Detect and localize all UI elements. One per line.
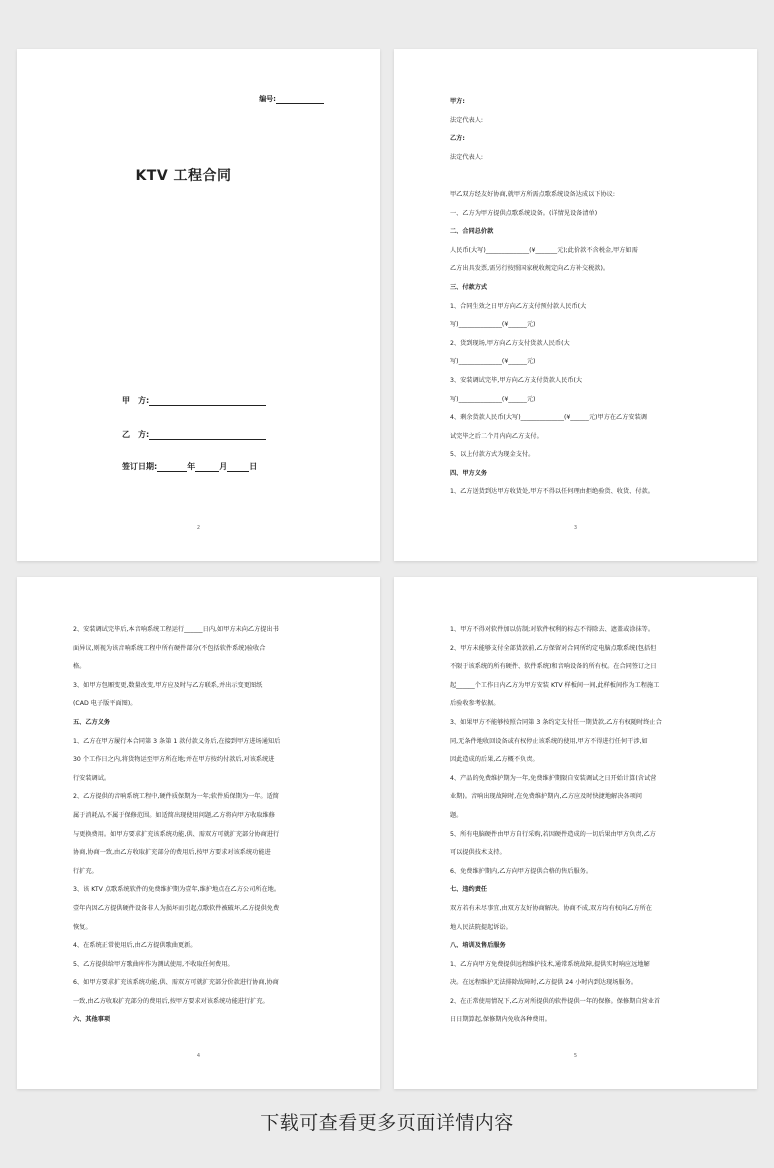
party-a-signature-line [122,395,266,406]
party-a-blank [149,398,266,406]
contract-title: KTV 工程合同 [135,168,232,184]
contract-number-blank [276,97,324,104]
text-line: 1、合同生效之日甲方向乙方支付预付款人民币(大 [450,302,587,310]
page-4 [17,577,380,1089]
text-line: 2、乙方提供的音响系统工程中,硬件质保期为一年;软件质保期为一年。适简 [73,793,279,801]
text-line: 2、甲方未能够支付全部货款前,乙方保留对合同所约定电脑点歌系统(包括但 [450,644,657,652]
text-line: 后验收参考依据。 [450,700,500,708]
text-line: 写)______________(¥______元) [450,358,536,366]
section-heading: 乙方: [450,135,465,143]
text-line: 6、如甲方要求扩充该系统功能,供、需双方可就扩充部分价款进行协商,协商 [73,979,279,987]
year-blank [157,464,187,472]
page-3 [394,49,757,561]
text-line: 壹年内因乙方提供硬件设备非人为损坏而引起点歌软件被破坏,乙方提供免费 [73,904,280,912]
text-line: 4、在系统正常使用后,由乙方提供歌曲更新。 [73,942,197,950]
sign-date-label: 签订日期: [122,462,158,471]
text-line: 1、甲方不得对软件加以仿制;对软件权利的标志不得除去、遮盖或涂抹等。 [450,626,655,633]
text-line: 题。 [450,811,463,819]
text-line: 5、所有电脑硬件由甲方自行采购,若因硬件造成的一切后果由甲方负责,乙方 [450,830,656,838]
text-line: 恢复。 [73,923,92,931]
text-line: 属于消耗品,不属于保修范围。如适简出现使用问题,乙方将向甲方收取维修 [73,811,275,819]
text-line: 5、乙方提供给甲方歌曲库作为测试使用,不收取任何费用。 [73,960,234,968]
text-line: 法定代表人: [450,116,484,124]
contract-number-label: 编号: [259,95,276,103]
text-line: 法定代表人: [450,153,484,161]
section-heading: 三、付款方式 [450,283,488,291]
text-line: 30 个工作日之内,将货物运至甲方所在地;并在甲方按约付款后,对该系统进 [73,756,275,764]
text-line: 1、乙方向甲方免费提供远程维护技术,通常系统故障,提供实时响应远地解 [450,960,650,968]
page-cover [17,49,380,561]
text-line: 2、货到现场,甲方向乙方支付货款人民币(大 [450,339,570,347]
section-heading: 甲方: [450,98,465,105]
text-line: 面异议,则视为该音响系统工程中所有硬件部分(不包括软件系统)验收合 [73,644,266,652]
section-heading: 五、乙方义务 [73,718,111,726]
text-line: 因此造成的后果,乙方概不负责。 [450,756,539,764]
party-b-signature-line [122,429,266,440]
page-number: 3 [573,525,578,531]
text-line: 一、乙方为甲方提供点歌系统设备。(详情见设备清单) [450,209,598,217]
text-line: 地人民法院提起诉讼。 [450,923,512,931]
section-heading: 二、合同总价款 [450,228,494,236]
text-line: 行扩充。 [73,867,98,875]
section-heading: 八、培训及售后服务 [450,942,506,950]
page-body [450,93,713,502]
text-line: 4、产品的免费维护期为一年,免费维护期限自安装调试之日开始计算(含试营 [450,774,657,782]
page-number: 2 [196,525,201,531]
text-line: 3、如甲方包厢变更,数量改变,甲方应及时与乙方联系,并出示变更图纸 [73,681,263,689]
text-line: 同,无条件地收回设备或有权停止该系统的使用,甲方不得进行任何干涉,如 [450,737,648,745]
text-line: 1、乙方送货到达甲方收货处,甲方不得以任何理由拒绝验货、收货、付款。 [450,488,654,496]
text-line: 4、剩余货款人民币(大写)______________(¥______元)甲方在乙方安装调 [450,414,647,422]
text-line: 人民币(大写)______________(¥_______元);此价款不含税金,甲方如需 [450,246,638,254]
text-line [450,167,713,186]
text-line: 1、乙方在甲方履行本合同第 3 条第 1 款付款义务后,在接到甲方进场通知后 [73,737,281,745]
text-line: 协商,协商一致,由乙方收取扩充部分的费用后,按甲方要求对该系统功能进 [73,849,271,857]
download-more-banner[interactable]: 下载可查看更多页面详情内容 [260,1112,514,1134]
text-line: 写)______________(¥______元) [450,321,536,329]
text-line: 行安装调试。 [73,774,111,782]
text-line: 与更换费用。如甲方要求扩充该系统功能,供、需双方可就扩充部分协商进行 [73,830,280,838]
party-a-label: 甲 方: [122,396,150,405]
text-line: 双方若有未尽事宜,由双方友好协商解决。协商不成,双方均有权向乙方所在 [450,904,652,912]
text-line: (CAD 电子版平面图)。 [73,700,137,708]
text-line: 日日期算起,保修期内免收各种费用。 [450,1016,551,1024]
text-line: 乙方出具发票,需另行按照国家税收规定向乙方补交税款)。 [450,265,610,273]
month-blank [195,464,219,472]
page-5 [394,577,757,1089]
party-b-label: 乙 方: [122,430,150,439]
page-number: 4 [196,1053,201,1059]
text-line: 2、安装调试完毕后,本音响系统工程运行______日内,如甲方未向乙方提出书 [73,626,279,633]
text-line: 甲乙双方经友好协商,就甲方所需点歌系统设备达成以下协议: [450,190,615,198]
month-label: 月 [219,462,228,471]
text-line: 写)______________(¥______元) [450,395,536,403]
text-line: 2、在正常使用情况下,乙方对所提供的软件提供一年的保修。保修期自营业首 [450,997,661,1005]
text-line: 决。在远程维护无法排除故障时,乙方提供 24 小时内到达现场服务。 [450,979,638,987]
day-blank [227,464,249,472]
text-line: 业期)。音响出现故障时,在免费维护期内,乙方应及时快捷地解决各项问 [450,793,642,801]
text-line: 5、以上付款方式为现金支付。 [450,451,535,459]
party-b-blank [149,432,266,440]
text-line: 可以提供技术支持。 [450,849,506,857]
text-line: 起______个工作日内乙方为甲方安装 KTV 样板间一间,此样板间作为工程施工 [450,681,660,689]
text-line: 3、安装调试完毕,甲方向乙方支付货款人民币(大 [450,376,583,384]
contract-number-field [259,94,324,104]
text-line: 不限于该系统的所有硬件、软件系统)和音响设备的所有权。在合同签订之日 [450,663,657,671]
sign-date-line [122,461,257,472]
text-line: 格。 [73,663,86,671]
section-heading: 四、甲方义务 [450,469,488,477]
page-body [73,621,336,1030]
year-label: 年 [187,462,196,471]
text-line: 3、如果甲方不能够按照合同第 3 条约定支付任一期货款,乙方有权随时终止合 [450,718,662,726]
page-number: 5 [573,1053,578,1059]
page-body [450,621,713,1030]
day-label: 日 [249,462,258,471]
section-heading: 六、其他事项 [73,1016,111,1024]
text-line: 一致,由乙方收取扩充部分的费用后,按甲方要求对该系统功能进行扩充。 [73,997,269,1005]
text-line: 3、该 KTV 点歌系统软件的免费维护期为壹年,维护地点在乙方公司所在地。 [73,886,281,894]
section-heading: 七、违约责任 [450,886,488,894]
text-line: 试完毕之后二个月内向乙方支付。 [450,432,543,440]
text-line: 6、免费维护期内,乙方向甲方提供合格的售后服务。 [450,867,593,875]
